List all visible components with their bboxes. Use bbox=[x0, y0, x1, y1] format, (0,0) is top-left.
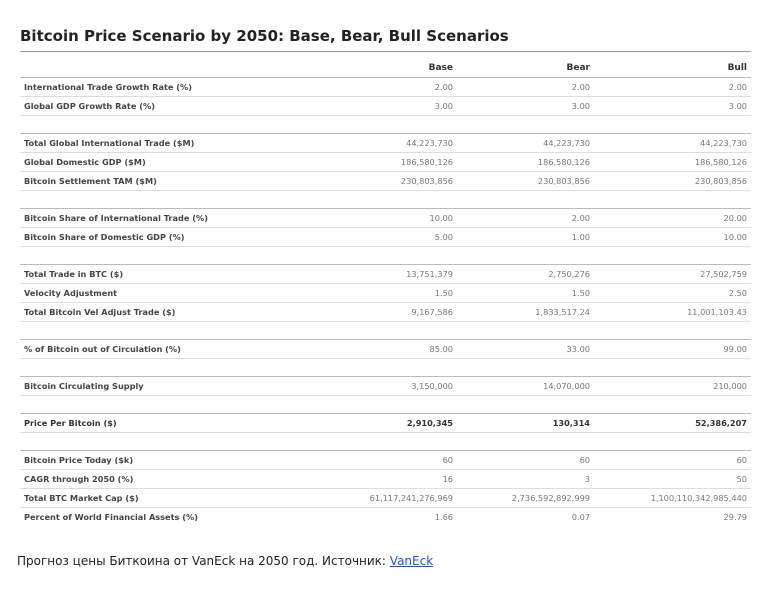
cell-bear: 230,803,856 bbox=[457, 172, 594, 191]
row-label: % of Bitcoin out of Circulation (%) bbox=[20, 340, 320, 359]
cell-bear: 1.50 bbox=[457, 284, 594, 303]
spacer-cell bbox=[594, 396, 751, 414]
cell-bear: 3.00 bbox=[457, 97, 594, 116]
cell-base: 3.00 bbox=[320, 97, 457, 116]
cell-base: 5.00 bbox=[320, 228, 457, 247]
cell-bull: 44,223,730 bbox=[594, 134, 751, 153]
cell-bull: 29.79 bbox=[594, 508, 751, 527]
header-bull: Bull bbox=[594, 58, 751, 78]
cell-base: 3,150,000 bbox=[320, 377, 457, 396]
row-label: Total Trade in BTC ($) bbox=[20, 265, 320, 284]
cell-base: 2.00 bbox=[320, 78, 457, 97]
cell-bull: 27,502,759 bbox=[594, 265, 751, 284]
cell-bear: 1.00 bbox=[457, 228, 594, 247]
group-spacer-row bbox=[20, 191, 751, 209]
page-title: Bitcoin Price Scenario by 2050: Base, Bear, Bull Scenarios bbox=[20, 27, 509, 45]
cell-base: 230,803,856 bbox=[320, 172, 457, 191]
table-body bbox=[20, 78, 751, 527]
row-label: International Trade Growth Rate (%) bbox=[20, 78, 320, 97]
spacer-cell bbox=[20, 247, 320, 265]
table-row bbox=[20, 303, 751, 322]
cell-bull: 10.00 bbox=[594, 228, 751, 247]
group-spacer-row bbox=[20, 359, 751, 377]
spacer-cell bbox=[457, 322, 594, 340]
row-label: Total BTC Market Cap ($) bbox=[20, 489, 320, 508]
cell-bear: 60 bbox=[457, 451, 594, 470]
cell-base: 16 bbox=[320, 470, 457, 489]
cell-base: 61,117,241,276,969 bbox=[320, 489, 457, 508]
table-row bbox=[20, 134, 751, 153]
row-label: Bitcoin Share of International Trade (%) bbox=[20, 209, 320, 228]
table-row bbox=[20, 172, 751, 191]
group-spacer-row bbox=[20, 396, 751, 414]
cell-bear: 2,736,592,892,999 bbox=[457, 489, 594, 508]
cell-bear: 1,833,517.24 bbox=[457, 303, 594, 322]
cell-base: 60 bbox=[320, 451, 457, 470]
spacer-cell bbox=[320, 359, 457, 377]
cell-bull: 11,001,103.43 bbox=[594, 303, 751, 322]
cell-base: 186,580,126 bbox=[320, 153, 457, 172]
spacer-cell bbox=[594, 116, 751, 134]
header-label-column bbox=[20, 58, 320, 78]
spacer-cell bbox=[457, 116, 594, 134]
table-row bbox=[20, 470, 751, 489]
table-row bbox=[20, 228, 751, 247]
cell-bear: 130,314 bbox=[457, 414, 594, 433]
table-header-row bbox=[20, 58, 751, 78]
table-row bbox=[20, 340, 751, 359]
spacer-cell bbox=[594, 322, 751, 340]
cell-bear: 3 bbox=[457, 470, 594, 489]
spacer-cell bbox=[20, 396, 320, 414]
cell-bull: 210,000 bbox=[594, 377, 751, 396]
spacer-cell bbox=[594, 433, 751, 451]
header-bear: Bear bbox=[457, 58, 594, 78]
table-row bbox=[20, 78, 751, 97]
group-spacer-row bbox=[20, 116, 751, 134]
spacer-cell bbox=[20, 191, 320, 209]
cell-bull: 3.00 bbox=[594, 97, 751, 116]
group-spacer-row bbox=[20, 322, 751, 340]
cell-bull: 230,803,856 bbox=[594, 172, 751, 191]
cell-base: 2,910,345 bbox=[320, 414, 457, 433]
table-row bbox=[20, 508, 751, 527]
table-row bbox=[20, 265, 751, 284]
row-label: Global Domestic GDP ($M) bbox=[20, 153, 320, 172]
table-row bbox=[20, 377, 751, 396]
spacer-cell bbox=[320, 247, 457, 265]
spacer-cell bbox=[320, 116, 457, 134]
row-label: Bitcoin Settlement TAM ($M) bbox=[20, 172, 320, 191]
spacer-cell bbox=[457, 396, 594, 414]
cell-base: 1.50 bbox=[320, 284, 457, 303]
table-row bbox=[20, 97, 751, 116]
row-label: Total Global International Trade ($M) bbox=[20, 134, 320, 153]
cell-bear: 44,223,730 bbox=[457, 134, 594, 153]
group-spacer-row bbox=[20, 247, 751, 265]
spacer-cell bbox=[20, 433, 320, 451]
cell-bear: 2.00 bbox=[457, 209, 594, 228]
row-label: Global GDP Growth Rate (%) bbox=[20, 97, 320, 116]
cell-bear: 2.00 bbox=[457, 78, 594, 97]
row-label: Price Per Bitcoin ($) bbox=[20, 414, 320, 433]
spacer-cell bbox=[320, 396, 457, 414]
table-row bbox=[20, 489, 751, 508]
spacer-cell bbox=[594, 359, 751, 377]
caption bbox=[17, 554, 433, 568]
cell-bear: 14,070,000 bbox=[457, 377, 594, 396]
cell-bull: 99.00 bbox=[594, 340, 751, 359]
scenario-table bbox=[20, 58, 751, 526]
cell-bear: 186,580,126 bbox=[457, 153, 594, 172]
spacer-cell bbox=[457, 433, 594, 451]
spacer-cell bbox=[20, 359, 320, 377]
cell-base: 9,167,586 bbox=[320, 303, 457, 322]
group-spacer-row bbox=[20, 433, 751, 451]
cell-base: 13,751,379 bbox=[320, 265, 457, 284]
caption-text: Прогноз цены Биткоина от VanEck на 2050 год. Источник: bbox=[17, 554, 390, 568]
row-label: Bitcoin Price Today ($k) bbox=[20, 451, 320, 470]
cell-bull: 2.50 bbox=[594, 284, 751, 303]
header-base: Base bbox=[320, 58, 457, 78]
spacer-cell bbox=[594, 191, 751, 209]
cell-bull: 2.00 bbox=[594, 78, 751, 97]
table-row bbox=[20, 209, 751, 228]
table-row bbox=[20, 414, 751, 433]
cell-base: 1.66 bbox=[320, 508, 457, 527]
cell-bear: 33.00 bbox=[457, 340, 594, 359]
spacer-cell bbox=[457, 247, 594, 265]
spacer-cell bbox=[20, 116, 320, 134]
cell-bear: 2,750,276 bbox=[457, 265, 594, 284]
row-label: CAGR through 2050 (%) bbox=[20, 470, 320, 489]
row-label: Bitcoin Circulating Supply bbox=[20, 377, 320, 396]
row-label: Velocity Adjustment bbox=[20, 284, 320, 303]
cell-bull: 50 bbox=[594, 470, 751, 489]
spacer-cell bbox=[594, 247, 751, 265]
table-row bbox=[20, 451, 751, 470]
cell-base: 10.00 bbox=[320, 209, 457, 228]
row-label: Bitcoin Share of Domestic GDP (%) bbox=[20, 228, 320, 247]
cell-bull: 186,580,126 bbox=[594, 153, 751, 172]
cell-base: 85.00 bbox=[320, 340, 457, 359]
table-row bbox=[20, 284, 751, 303]
vaneck-link[interactable]: VanEck bbox=[389, 554, 434, 568]
title-divider bbox=[20, 51, 751, 52]
cell-bull: 20.00 bbox=[594, 209, 751, 228]
cell-bull: 52,386,207 bbox=[594, 414, 751, 433]
cell-base: 44,223,730 bbox=[320, 134, 457, 153]
cell-bull: 1,100,110,342,985,440 bbox=[594, 489, 751, 508]
spacer-cell bbox=[320, 433, 457, 451]
cell-bear: 0.07 bbox=[457, 508, 594, 527]
spacer-cell bbox=[457, 191, 594, 209]
spacer-cell bbox=[457, 359, 594, 377]
row-label: Total Bitcoin Vel Adjust Trade ($) bbox=[20, 303, 320, 322]
spacer-cell bbox=[320, 191, 457, 209]
spacer-cell bbox=[320, 322, 457, 340]
table-row bbox=[20, 153, 751, 172]
spacer-cell bbox=[20, 322, 320, 340]
row-label: Percent of World Financial Assets (%) bbox=[20, 508, 320, 527]
cell-bull: 60 bbox=[594, 451, 751, 470]
